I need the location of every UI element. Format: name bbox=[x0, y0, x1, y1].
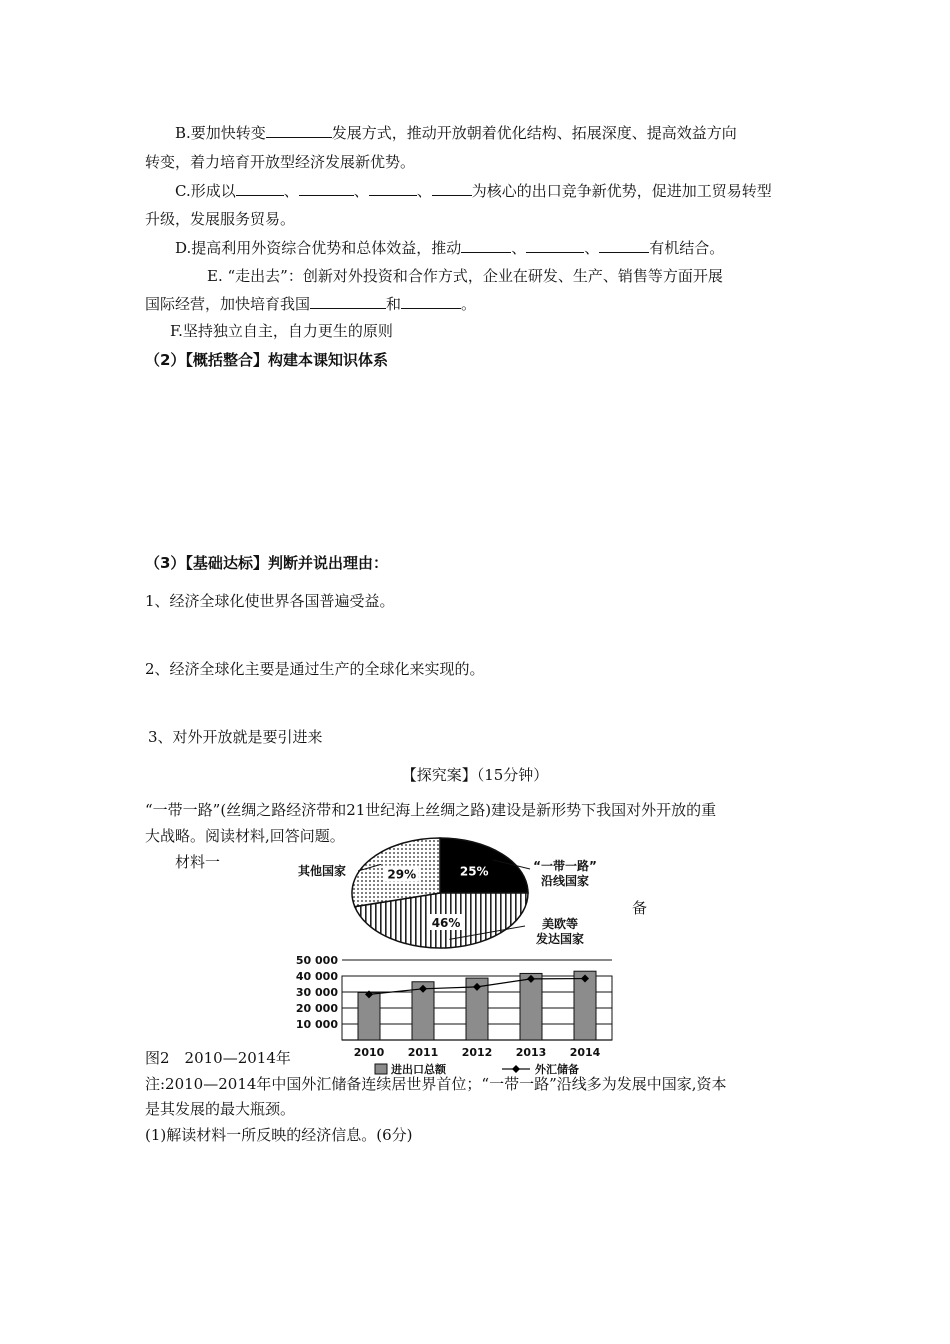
legend-line-marker bbox=[512, 1065, 520, 1073]
judge-question-1: 1、经济全球化使世界各国普遍受益。 bbox=[145, 592, 395, 610]
pie-chart bbox=[260, 835, 680, 955]
note-line1: 注:2010—2014年中国外汇储备连续居世界首位；“一带一路”沿线多为发展中国家,资本 bbox=[145, 1075, 727, 1093]
item-c-line1 bbox=[175, 180, 772, 201]
pie-slice-pct: 29% bbox=[387, 867, 417, 882]
pie-slice-label: 发达国家 bbox=[535, 932, 585, 946]
pie-slice-label: “一带一路” bbox=[533, 859, 597, 873]
explore-intro-line2: 大战略。阅读材料,回答问题。 bbox=[145, 827, 345, 845]
pie-slice-pct: 25% bbox=[459, 864, 489, 879]
separator: 、 bbox=[416, 182, 432, 200]
y-tick-label: 40 000 bbox=[295, 970, 338, 983]
x-tick-label: 2013 bbox=[515, 1046, 547, 1059]
item-d-prefix: D.提高利用外资综合优势和总体效益，推动 bbox=[175, 239, 462, 257]
fill-blank[interactable] bbox=[432, 180, 472, 196]
judge-question-3: 3、对外开放就是要引进来 bbox=[148, 728, 323, 746]
x-tick-label: 2014 bbox=[569, 1046, 601, 1059]
fill-blank[interactable] bbox=[236, 180, 284, 196]
bar bbox=[358, 992, 380, 1040]
fig1-side-text: 备 bbox=[632, 899, 648, 917]
bar bbox=[520, 973, 542, 1040]
pie-slice-label: 沿线国家 bbox=[540, 874, 590, 888]
fill-blank[interactable] bbox=[401, 293, 461, 309]
separator: 、 bbox=[353, 182, 369, 200]
pie-slice-label: 美欧等 bbox=[541, 917, 579, 931]
fill-blank[interactable] bbox=[299, 180, 354, 196]
item-b-line1 bbox=[175, 122, 737, 143]
material-label: 材料一 bbox=[175, 853, 221, 871]
y-tick-label: 10 000 bbox=[295, 1018, 338, 1031]
y-tick-label: 50 000 bbox=[295, 954, 338, 967]
item-d-suffix: 有机结合。 bbox=[649, 239, 725, 257]
item-e-line1: E. “走出去”：创新对外投资和合作方式，企业在研发、生产、销售等方面开展 bbox=[207, 267, 723, 285]
pie-slice-pct: 46% bbox=[431, 916, 461, 931]
item-d-line bbox=[175, 237, 724, 258]
judge-question-2: 2、经济全球化主要是通过生产的全球化来实现的。 bbox=[145, 660, 485, 678]
explore-title: 【探究案】（15分钟） bbox=[401, 766, 549, 784]
x-tick-label: 2011 bbox=[407, 1046, 439, 1059]
explore-question-1: (1)解读材料一所反映的经济信息。(6分) bbox=[145, 1126, 413, 1144]
separator: 、 bbox=[283, 182, 299, 200]
y-tick-label: 30 000 bbox=[295, 986, 338, 999]
item-e-mid: 和 bbox=[386, 295, 402, 313]
item-c-suffix: 为核心的出口竞争新优势，促进加工贸易转型 bbox=[471, 182, 772, 200]
separator: 、 bbox=[511, 239, 527, 257]
fill-blank[interactable] bbox=[369, 180, 417, 196]
figure-2-caption: 图2 2010—2014年 bbox=[145, 1049, 291, 1067]
item-b-line2: 转变，着力培育开放型经济发展新优势。 bbox=[145, 153, 416, 171]
legend-label: 进出口总额 bbox=[391, 1063, 446, 1076]
x-tick-label: 2012 bbox=[461, 1046, 493, 1059]
item-e-prefix: 国际经营，加快培育我国 bbox=[145, 295, 311, 313]
x-tick-label: 2010 bbox=[353, 1046, 385, 1059]
legend-label: 外汇储备 bbox=[535, 1063, 579, 1076]
item-c-prefix: C.形成以 bbox=[175, 182, 236, 200]
item-f-line: F.坚持独立自主，自力更生的原则 bbox=[170, 322, 393, 340]
explore-intro-line1: “一带一路”(丝绸之路经济带和21世纪海上丝绸之路)建设是新形势下我国对外开放的重 bbox=[145, 801, 717, 819]
note-line2: 是其发展的最大瓶颈。 bbox=[145, 1100, 296, 1118]
fill-blank[interactable] bbox=[461, 237, 511, 253]
item-e-suffix: 。 bbox=[461, 295, 477, 313]
item-c-line2: 升级，发展服务贸易。 bbox=[145, 210, 296, 228]
fill-blank[interactable] bbox=[599, 237, 649, 253]
pie-slice-label: 其他国家 bbox=[297, 864, 347, 878]
separator: 、 bbox=[584, 239, 600, 257]
section-2-heading: （2）【概括整合】构建本课知识体系 bbox=[145, 351, 388, 369]
item-e-line2 bbox=[145, 293, 476, 314]
y-tick-label: 20 000 bbox=[295, 1002, 338, 1015]
legend-bar-swatch bbox=[375, 1064, 387, 1074]
fill-blank[interactable] bbox=[266, 122, 332, 138]
bar-line-chart bbox=[280, 952, 640, 1080]
item-b-suffix: 发展方式，推动开放朝着优化结构、拓展深度、提高效益方向 bbox=[331, 124, 737, 142]
item-b-prefix: B.要加快转变 bbox=[175, 124, 266, 142]
section-3-heading: （3）【基础达标】判断并说出理由： bbox=[145, 554, 388, 572]
fill-blank[interactable] bbox=[526, 237, 584, 253]
fill-blank[interactable] bbox=[310, 293, 386, 309]
